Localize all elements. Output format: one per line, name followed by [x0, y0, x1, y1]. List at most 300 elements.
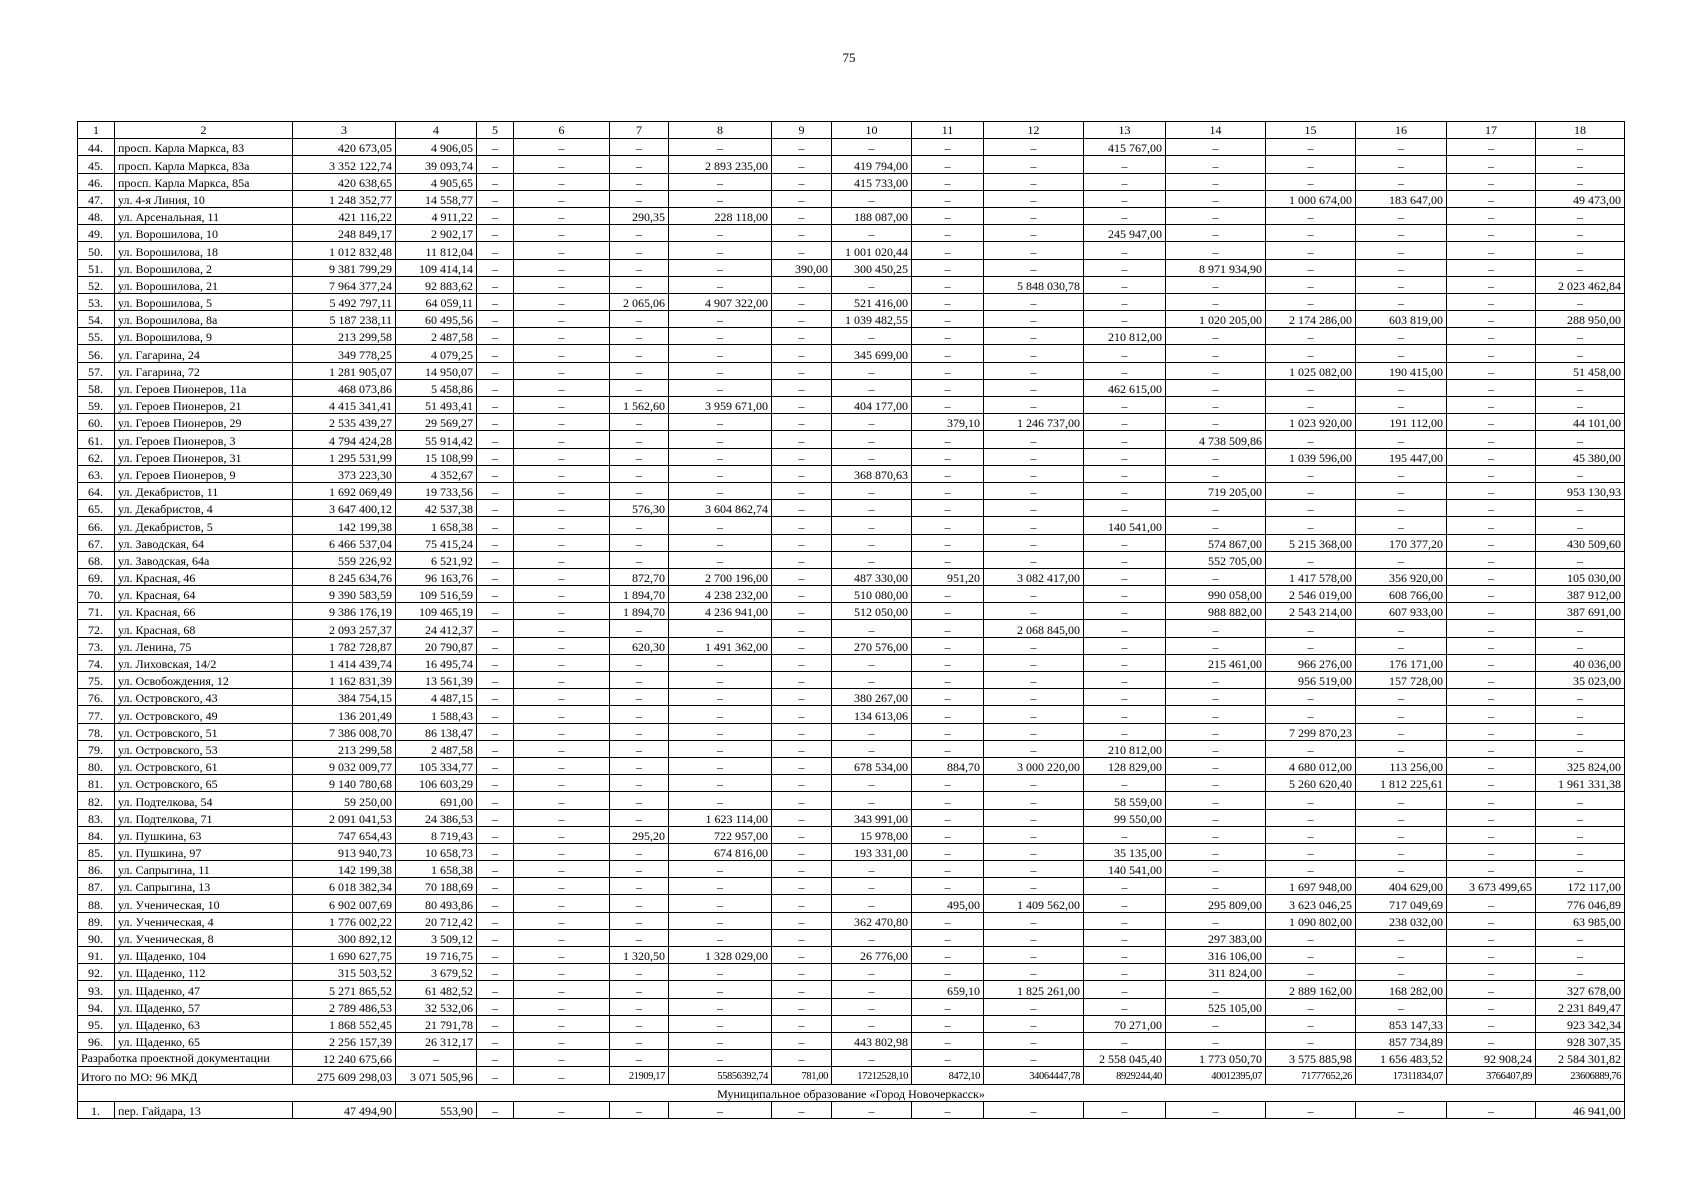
value-cell: 16 495,74	[396, 654, 477, 671]
table-row	[78, 293, 1625, 310]
value-cell: –	[514, 328, 610, 345]
row-number: 62.	[78, 448, 115, 465]
value-cell: –	[669, 895, 772, 912]
value-cell: –	[610, 482, 669, 499]
value-cell: –	[514, 878, 610, 895]
value-cell: –	[984, 1015, 1084, 1032]
value-cell: 1 690 627,75	[293, 947, 396, 964]
value-cell: 2 091 041,53	[293, 809, 396, 826]
value-cell: –	[772, 654, 832, 671]
value-cell: 988 882,00	[1166, 603, 1266, 620]
value-cell: 3 352 122,74	[293, 156, 396, 173]
value-cell: –	[1166, 517, 1266, 534]
value-cell: –	[1356, 826, 1447, 843]
value-cell: 1 039 482,55	[832, 311, 912, 328]
value-cell: –	[984, 465, 1084, 482]
value-cell: 362 470,80	[832, 912, 912, 929]
value-cell: 1 894,70	[610, 603, 669, 620]
value-cell: 1 491 362,00	[669, 637, 772, 654]
value-cell: 1 246 737,00	[984, 414, 1084, 431]
value-cell: –	[912, 947, 984, 964]
value-cell: –	[1084, 706, 1166, 723]
value-cell: 691,00	[396, 792, 477, 809]
value-cell: –	[832, 534, 912, 551]
value-cell: 487 330,00	[832, 568, 912, 585]
value-cell: 9 386 176,19	[293, 603, 396, 620]
value-cell: –	[1166, 792, 1266, 809]
value-cell: –	[984, 740, 1084, 757]
value-cell: –	[514, 568, 610, 585]
value-cell: –	[1084, 929, 1166, 946]
value-cell: –	[514, 465, 610, 482]
row-number: 73.	[78, 637, 115, 654]
value-cell: –	[1447, 826, 1536, 843]
value-cell: –	[669, 757, 772, 774]
value-cell: –	[1084, 345, 1166, 362]
value-cell: –	[984, 792, 1084, 809]
value-cell: 2 256 157,39	[293, 1032, 396, 1049]
value-cell: 142 199,38	[293, 861, 396, 878]
value-cell: 521 416,00	[832, 293, 912, 310]
value-cell: –	[984, 947, 1084, 964]
row-number: 76.	[78, 689, 115, 706]
value-cell: –	[1356, 809, 1447, 826]
value-cell: 884,70	[912, 757, 984, 774]
value-cell: 1 162 831,39	[293, 672, 396, 689]
value-cell: –	[514, 259, 610, 276]
value-cell: –	[1356, 207, 1447, 224]
table-row	[78, 912, 1625, 929]
value-cell: –	[514, 293, 610, 310]
value-cell: 325 824,00	[1536, 757, 1625, 774]
value-cell: –	[1447, 156, 1536, 173]
value-cell: –	[832, 861, 912, 878]
address-cell: ул. Красная, 66	[115, 603, 293, 620]
address-cell: ул. Щаденко, 63	[115, 1015, 293, 1032]
value-cell: –	[669, 706, 772, 723]
section-title: Муниципальное образование «Город Новочеркасск»	[78, 1084, 1625, 1101]
value-cell: –	[514, 861, 610, 878]
value-cell: 9 381 799,29	[293, 259, 396, 276]
value-cell: 1 020 205,00	[1166, 311, 1266, 328]
address-cell: ул. Красная, 64	[115, 586, 293, 603]
row-number: 79.	[78, 740, 115, 757]
total-value-cell: 34064447,78	[984, 1067, 1084, 1084]
row-number: 87.	[78, 878, 115, 895]
value-cell: –	[1447, 792, 1536, 809]
table-row	[78, 534, 1625, 551]
value-cell: –	[1356, 482, 1447, 499]
table-row	[78, 173, 1625, 190]
value-cell: –	[1447, 895, 1536, 912]
value-cell: –	[1356, 740, 1447, 757]
table-row	[78, 740, 1625, 757]
value-cell: –	[1447, 689, 1536, 706]
value-cell: –	[1356, 843, 1447, 860]
value-cell: –	[514, 517, 610, 534]
value-cell: –	[1166, 139, 1266, 156]
value-cell: –	[477, 190, 514, 207]
value-cell: 576,30	[610, 500, 669, 517]
value-cell: –	[1447, 431, 1536, 448]
value-cell: –	[912, 1015, 984, 1032]
value-cell: –	[1166, 706, 1266, 723]
total-value-cell: 275 609 298,03	[293, 1067, 396, 1084]
value-cell: 128 829,00	[1084, 757, 1166, 774]
value-cell: –	[1447, 293, 1536, 310]
value-cell: –	[984, 912, 1084, 929]
value-cell: –	[669, 689, 772, 706]
value-cell: –	[1084, 362, 1166, 379]
value-cell: –	[1266, 517, 1356, 534]
value-cell: –	[1166, 345, 1266, 362]
value-cell: –	[912, 311, 984, 328]
value-cell: 7 964 377,24	[293, 276, 396, 293]
value-cell: –	[832, 981, 912, 998]
value-cell: –	[1084, 465, 1166, 482]
row-number: 51.	[78, 259, 115, 276]
value-cell: –	[1166, 1101, 1266, 1118]
value-cell: –	[477, 792, 514, 809]
value-cell: 3 082 417,00	[984, 568, 1084, 585]
value-cell: –	[669, 465, 772, 482]
value-cell: –	[1536, 947, 1625, 964]
value-cell: –	[1266, 139, 1356, 156]
header-row	[78, 122, 1625, 139]
value-cell: 29 569,27	[396, 414, 477, 431]
value-cell: –	[1447, 586, 1536, 603]
value-cell: –	[772, 448, 832, 465]
value-cell: 4 911,22	[396, 207, 477, 224]
value-cell: –	[514, 414, 610, 431]
table-row	[78, 190, 1625, 207]
value-cell: –	[1266, 1015, 1356, 1032]
value-cell: 49 473,00	[1536, 190, 1625, 207]
value-cell: –	[984, 482, 1084, 499]
value-cell: –	[832, 500, 912, 517]
value-cell: 404 629,00	[1356, 878, 1447, 895]
value-cell: 46 941,00	[1536, 1101, 1625, 1118]
value-cell: –	[1084, 482, 1166, 499]
row-number: 94.	[78, 998, 115, 1015]
value-cell: –	[1356, 689, 1447, 706]
row-number: 44.	[78, 139, 115, 156]
value-cell: 63 985,00	[1536, 912, 1625, 929]
value-cell: –	[1166, 242, 1266, 259]
table-row	[78, 826, 1625, 843]
value-cell: –	[1166, 225, 1266, 242]
address-cell: ул. Ворошилова, 2	[115, 259, 293, 276]
value-cell: –	[772, 293, 832, 310]
value-cell: –	[669, 534, 772, 551]
value-cell: –	[514, 362, 610, 379]
value-cell: 40 036,00	[1536, 654, 1625, 671]
row-number: 67.	[78, 534, 115, 551]
table-row	[78, 861, 1625, 878]
value-cell: –	[477, 637, 514, 654]
value-cell: –	[610, 654, 669, 671]
value-cell: –	[477, 1101, 514, 1118]
value-cell: –	[610, 757, 669, 774]
total-value-cell: 3 071 505,96	[396, 1067, 477, 1084]
table-row	[78, 1032, 1625, 1049]
row-number: 82.	[78, 792, 115, 809]
value-cell: –	[984, 1050, 1084, 1067]
value-cell: 8 719,43	[396, 826, 477, 843]
value-cell: –	[669, 929, 772, 946]
row-number: 58.	[78, 379, 115, 396]
value-cell: 1 868 552,45	[293, 1015, 396, 1032]
address-cell: ул. Героев Пионеров, 9	[115, 465, 293, 482]
value-cell: 140 541,00	[1084, 517, 1166, 534]
column-header: 14	[1166, 122, 1266, 139]
value-cell: –	[1166, 912, 1266, 929]
row-number: 1.	[78, 1101, 115, 1118]
value-cell: 15 978,00	[832, 826, 912, 843]
value-cell: –	[1356, 637, 1447, 654]
value-cell: –	[1356, 500, 1447, 517]
value-cell: –	[772, 465, 832, 482]
table-row	[78, 1101, 1625, 1118]
value-cell: 608 766,00	[1356, 586, 1447, 603]
value-cell: 142 199,38	[293, 517, 396, 534]
value-cell: –	[1084, 912, 1166, 929]
value-cell: –	[772, 603, 832, 620]
value-cell: –	[1447, 362, 1536, 379]
value-cell: –	[1084, 981, 1166, 998]
value-cell: 1 697 948,00	[1266, 878, 1356, 895]
value-cell: 5 215 368,00	[1266, 534, 1356, 551]
value-cell: 2 068 845,00	[984, 620, 1084, 637]
value-cell: –	[1084, 397, 1166, 414]
value-cell: 5 848 030,78	[984, 276, 1084, 293]
total-value-cell: –	[514, 1067, 610, 1084]
address-cell: ул. Ленина, 75	[115, 637, 293, 654]
value-cell: –	[1536, 792, 1625, 809]
value-cell: –	[477, 345, 514, 362]
value-cell: –	[832, 276, 912, 293]
value-cell: 951,20	[912, 568, 984, 585]
value-cell: 415 733,00	[832, 173, 912, 190]
table-row	[78, 465, 1625, 482]
value-cell: –	[1084, 431, 1166, 448]
value-cell: –	[1447, 534, 1536, 551]
value-cell: –	[514, 706, 610, 723]
row-number: 61.	[78, 431, 115, 448]
value-cell: –	[912, 723, 984, 740]
value-cell: –	[912, 328, 984, 345]
value-cell: –	[477, 156, 514, 173]
value-cell: –	[1084, 689, 1166, 706]
value-cell: –	[832, 517, 912, 534]
value-cell: –	[984, 929, 1084, 946]
value-cell: –	[1356, 431, 1447, 448]
row-number: 68.	[78, 551, 115, 568]
table-row	[78, 586, 1625, 603]
value-cell: –	[984, 775, 1084, 792]
value-cell: –	[610, 843, 669, 860]
value-cell: –	[912, 826, 984, 843]
value-cell: –	[772, 345, 832, 362]
value-cell: –	[1447, 672, 1536, 689]
value-cell: –	[832, 929, 912, 946]
value-cell: 603 819,00	[1356, 311, 1447, 328]
value-cell: –	[477, 225, 514, 242]
value-cell: –	[984, 259, 1084, 276]
address-cell: ул. Арсенальная, 11	[115, 207, 293, 224]
value-cell: 20 712,42	[396, 912, 477, 929]
value-cell: –	[1447, 139, 1536, 156]
value-cell: –	[610, 1101, 669, 1118]
address-cell: ул. Гагарина, 72	[115, 362, 293, 379]
value-cell: –	[1536, 620, 1625, 637]
value-cell: –	[1536, 156, 1625, 173]
value-cell: –	[610, 775, 669, 792]
value-cell: –	[1166, 1032, 1266, 1049]
value-cell: 390,00	[772, 259, 832, 276]
row-number: 95.	[78, 1015, 115, 1032]
row-number: 92.	[78, 964, 115, 981]
value-cell: 92 883,62	[396, 276, 477, 293]
value-cell: –	[912, 293, 984, 310]
value-cell: 3 604 862,74	[669, 500, 772, 517]
value-cell: –	[514, 1101, 610, 1118]
value-cell: –	[832, 740, 912, 757]
table-row	[78, 792, 1625, 809]
section-row	[78, 1084, 1625, 1101]
value-cell: –	[514, 379, 610, 396]
value-cell: –	[477, 207, 514, 224]
value-cell: 990 058,00	[1166, 586, 1266, 603]
value-cell: 113 256,00	[1356, 757, 1447, 774]
value-cell: 345 699,00	[832, 345, 912, 362]
value-cell: –	[1536, 706, 1625, 723]
value-cell: –	[1084, 775, 1166, 792]
value-cell: –	[514, 689, 610, 706]
value-cell: –	[477, 843, 514, 860]
value-cell: –	[772, 637, 832, 654]
value-cell: –	[1536, 929, 1625, 946]
column-header: 9	[772, 122, 832, 139]
table-row	[78, 345, 1625, 362]
value-cell: –	[1084, 1101, 1166, 1118]
value-cell: –	[669, 448, 772, 465]
table-row	[78, 637, 1625, 654]
value-cell: –	[1447, 465, 1536, 482]
value-cell: –	[1536, 500, 1625, 517]
value-cell: –	[610, 431, 669, 448]
value-cell: 853 147,33	[1356, 1015, 1447, 1032]
value-cell: –	[772, 517, 832, 534]
value-cell: 872,70	[610, 568, 669, 585]
value-cell: –	[1447, 740, 1536, 757]
value-cell: –	[912, 517, 984, 534]
value-cell: –	[669, 259, 772, 276]
value-cell: 1 248 352,77	[293, 190, 396, 207]
value-cell: –	[514, 775, 610, 792]
value-cell: –	[669, 414, 772, 431]
value-cell: 61 482,52	[396, 981, 477, 998]
value-cell: –	[1447, 654, 1536, 671]
value-cell: –	[772, 998, 832, 1015]
value-cell: –	[477, 929, 514, 946]
value-cell: 1 012 832,48	[293, 242, 396, 259]
value-cell: –	[772, 139, 832, 156]
value-cell: 404 177,00	[832, 397, 912, 414]
value-cell: –	[912, 912, 984, 929]
value-cell: –	[984, 878, 1084, 895]
address-cell: ул. Щаденко, 112	[115, 964, 293, 981]
value-cell: 1 961 331,38	[1536, 775, 1625, 792]
value-cell: 12 240 675,66	[293, 1050, 396, 1067]
total-value-cell: 40012395,07	[1166, 1067, 1266, 1084]
value-cell: 188 087,00	[832, 207, 912, 224]
address-cell: ул. Ворошилова, 10	[115, 225, 293, 242]
value-cell: –	[1536, 139, 1625, 156]
value-cell: –	[514, 672, 610, 689]
value-cell: 297 383,00	[1166, 929, 1266, 946]
value-cell: –	[984, 809, 1084, 826]
row-number: 63.	[78, 465, 115, 482]
value-cell: –	[477, 826, 514, 843]
address-cell: ул. Ученическая, 10	[115, 895, 293, 912]
value-cell: –	[514, 311, 610, 328]
value-cell: –	[1447, 998, 1536, 1015]
value-cell: –	[1084, 242, 1166, 259]
address-cell: ул. Подтелкова, 71	[115, 809, 293, 826]
value-cell: –	[912, 843, 984, 860]
value-cell: 210 812,00	[1084, 740, 1166, 757]
value-cell: –	[477, 276, 514, 293]
value-cell: –	[610, 534, 669, 551]
value-cell: 2 535 439,27	[293, 414, 396, 431]
value-cell: 7 386 008,70	[293, 723, 396, 740]
value-cell: –	[514, 586, 610, 603]
value-cell: –	[477, 328, 514, 345]
value-cell: 495,00	[912, 895, 984, 912]
value-cell: –	[772, 586, 832, 603]
value-cell: –	[477, 379, 514, 396]
value-cell: –	[1266, 1101, 1356, 1118]
value-cell: –	[1356, 465, 1447, 482]
value-cell: 70 188,69	[396, 878, 477, 895]
row-number: 75.	[78, 672, 115, 689]
value-cell: –	[477, 861, 514, 878]
value-cell: –	[984, 225, 1084, 242]
value-cell: –	[669, 912, 772, 929]
value-cell: –	[1356, 225, 1447, 242]
column-header: 15	[1266, 122, 1356, 139]
value-cell: –	[514, 895, 610, 912]
value-cell: 923 342,34	[1536, 1015, 1625, 1032]
value-cell: 4 079,25	[396, 345, 477, 362]
value-cell: –	[477, 568, 514, 585]
value-cell: –	[1447, 861, 1536, 878]
value-cell: 4 680 012,00	[1266, 757, 1356, 774]
value-cell: –	[1447, 173, 1536, 190]
value-cell: –	[1536, 465, 1625, 482]
value-cell: –	[772, 225, 832, 242]
value-cell: –	[1266, 259, 1356, 276]
row-number: 71.	[78, 603, 115, 620]
value-cell: 172 117,00	[1536, 878, 1625, 895]
value-cell: –	[1536, 964, 1625, 981]
value-cell: –	[1356, 345, 1447, 362]
value-cell: –	[912, 259, 984, 276]
value-cell: –	[1447, 190, 1536, 207]
value-cell: –	[772, 482, 832, 499]
table-row	[78, 723, 1625, 740]
